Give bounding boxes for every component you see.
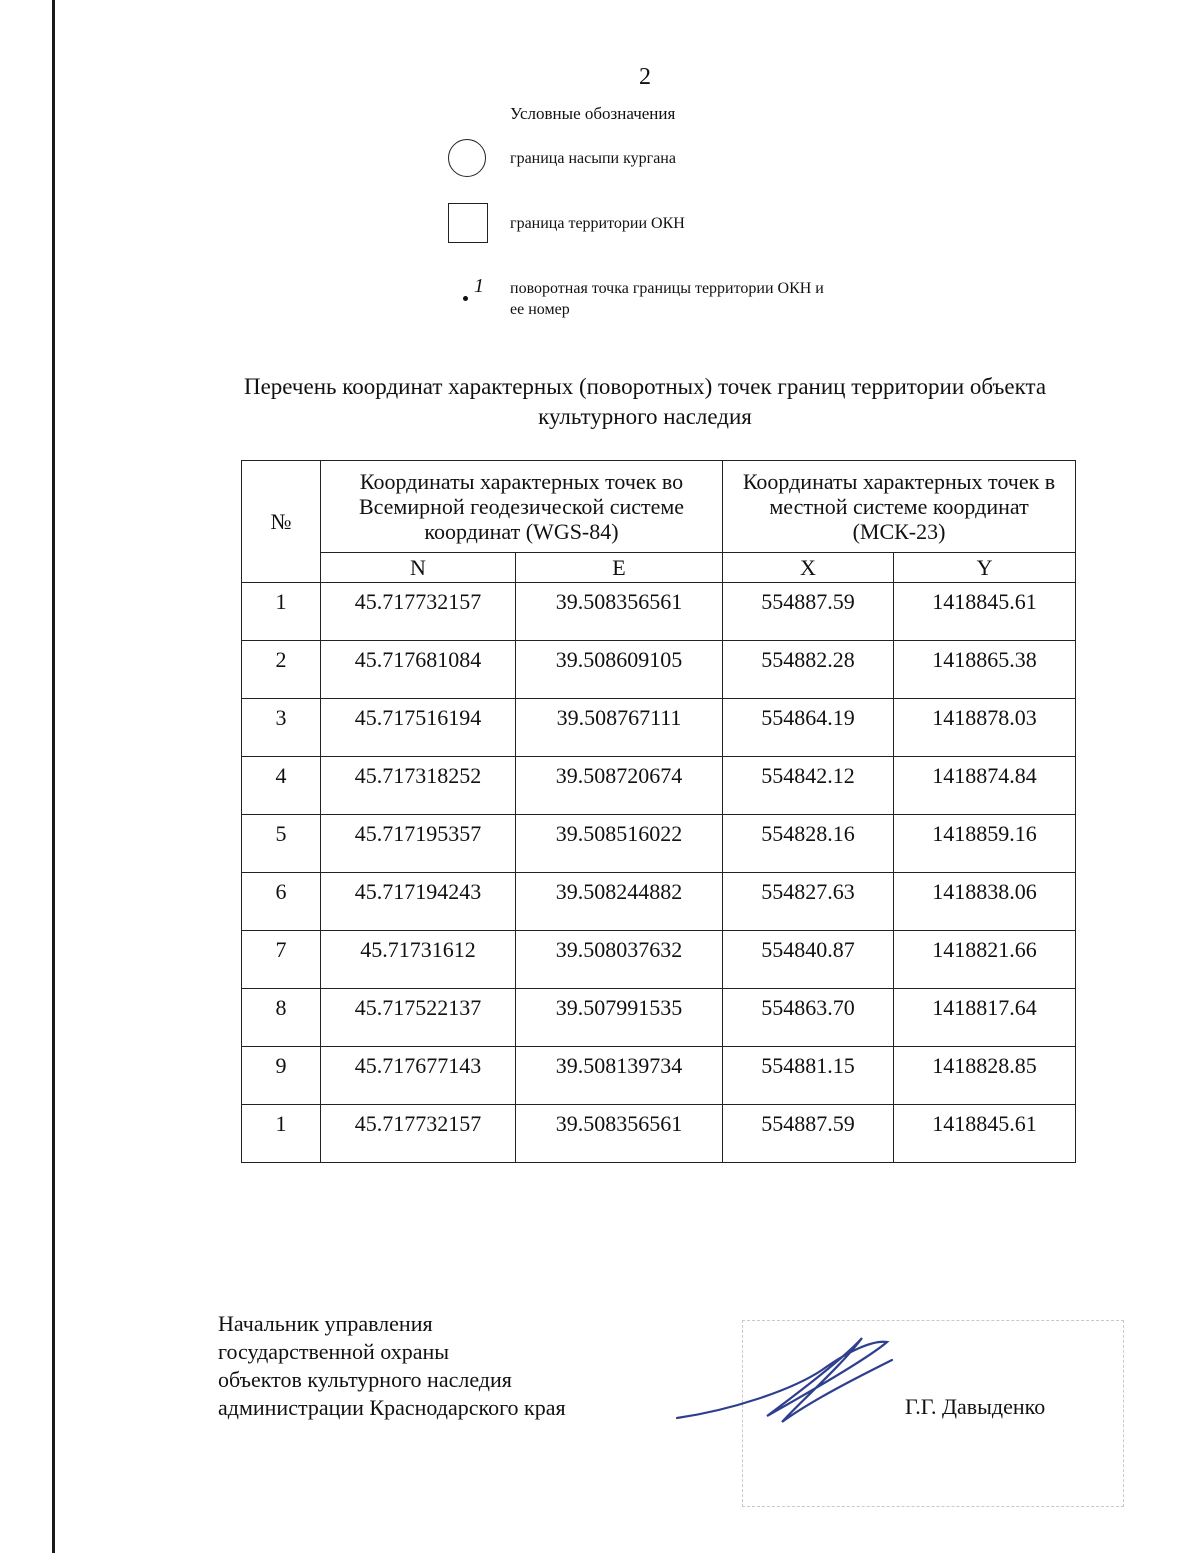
list-title: Перечень координат характерных (поворотных) точек границ территории объекта культурного наследия (243, 374, 1047, 429)
table-cell: 45.717522137 (321, 989, 516, 1047)
table-cell: 554864.19 (723, 699, 894, 757)
table-cell: 45.717681084 (321, 641, 516, 699)
table-row (242, 1105, 1076, 1163)
signatory-line: администрации Краснодарского края (218, 1395, 566, 1420)
table-cell: 1418859.16 (894, 815, 1076, 873)
table-cell: 1418878.03 (894, 699, 1076, 757)
table-row (242, 815, 1076, 873)
circle-icon (448, 139, 486, 177)
table-cell: 45.71731612 (321, 931, 516, 989)
table-cell: 39.508037632 (516, 931, 723, 989)
table-cell: 4 (242, 757, 321, 815)
header-msk23: Координаты характерных точек в местной системе координат (МСК-23) (723, 461, 1076, 553)
square-icon (448, 203, 488, 243)
coordinates-table (241, 460, 1076, 1163)
legend-item-turning-point: поворотная точка границы территории ОКН и ее номер (510, 280, 824, 318)
table-cell: 45.717318252 (321, 757, 516, 815)
table-cell: 39.508244882 (516, 873, 723, 931)
signatory-name: Г.Г. Давыденко (905, 1394, 1046, 1419)
table-cell: 554828.16 (723, 815, 894, 873)
page-left-border (52, 0, 55, 1553)
table-cell: 554863.70 (723, 989, 894, 1047)
page-number: 2 (639, 64, 651, 90)
table-row (242, 699, 1076, 757)
header-y: Y (894, 553, 1076, 583)
legend-title: Условные обозначения (510, 104, 676, 123)
header-e: E (516, 553, 723, 583)
table-cell: 1418874.84 (894, 757, 1076, 815)
table-cell: 1418817.64 (894, 989, 1076, 1047)
handwritten-signature (672, 1330, 902, 1430)
table-cell: 39.508139734 (516, 1047, 723, 1105)
table-row (242, 641, 1076, 699)
signatory-line: Начальник управления (218, 1311, 433, 1336)
table-cell: 7 (242, 931, 321, 989)
table-row (242, 583, 1076, 641)
table-cell: 39.508767111 (516, 699, 723, 757)
table-cell: 39.508356561 (516, 1105, 723, 1163)
table-cell: 554881.15 (723, 1047, 894, 1105)
table-cell: 2 (242, 641, 321, 699)
table-cell: 554827.63 (723, 873, 894, 931)
signatory-line: объектов культурного наследия (218, 1367, 512, 1392)
point-number-icon: 1 (474, 275, 484, 297)
table-cell: 554840.87 (723, 931, 894, 989)
table-cell: 554882.28 (723, 641, 894, 699)
table-row (242, 989, 1076, 1047)
point-dot-icon (463, 296, 468, 301)
table-cell: 1418865.38 (894, 641, 1076, 699)
table-cell: 45.717677143 (321, 1047, 516, 1105)
table-cell: 1418838.06 (894, 873, 1076, 931)
table-cell: 1418828.85 (894, 1047, 1076, 1105)
signatory-line: государственной охраны (218, 1339, 450, 1364)
table-row (242, 1047, 1076, 1105)
legend-item-territory: граница территории ОКН (510, 215, 685, 232)
header-n: N (321, 553, 516, 583)
table-row (242, 931, 1076, 989)
table-cell: 39.508516022 (516, 815, 723, 873)
table-cell: 1418845.61 (894, 583, 1076, 641)
table-cell: 39.508356561 (516, 583, 723, 641)
table-cell: 45.717732157 (321, 1105, 516, 1163)
table-cell: 3 (242, 699, 321, 757)
table-cell: 1418821.66 (894, 931, 1076, 989)
table-cell: 554842.12 (723, 757, 894, 815)
table-cell: 554887.59 (723, 583, 894, 641)
table-cell: 1418845.61 (894, 1105, 1076, 1163)
table-cell: 45.717194243 (321, 873, 516, 931)
table-cell: 39.508609105 (516, 641, 723, 699)
table-cell: 6 (242, 873, 321, 931)
table-cell: 1 (242, 1105, 321, 1163)
table-cell: 8 (242, 989, 321, 1047)
legend-item-mound: граница насыпи кургана (510, 150, 676, 167)
table-cell: 9 (242, 1047, 321, 1105)
table-cell: 554887.59 (723, 1105, 894, 1163)
signatory-title (218, 1310, 566, 1422)
header-x: X (723, 553, 894, 583)
header-wgs84: Координаты характерных точек во Всемирной геодезической системе координат (WGS-84) (321, 461, 723, 553)
table-row (242, 757, 1076, 815)
table-cell: 45.717195357 (321, 815, 516, 873)
table-row (242, 873, 1076, 931)
table-cell: 39.507991535 (516, 989, 723, 1047)
table-cell: 5 (242, 815, 321, 873)
table-cell: 1 (242, 583, 321, 641)
header-number: № (242, 461, 321, 583)
table-cell: 39.508720674 (516, 757, 723, 815)
table-cell: 45.717732157 (321, 583, 516, 641)
table-cell: 45.717516194 (321, 699, 516, 757)
